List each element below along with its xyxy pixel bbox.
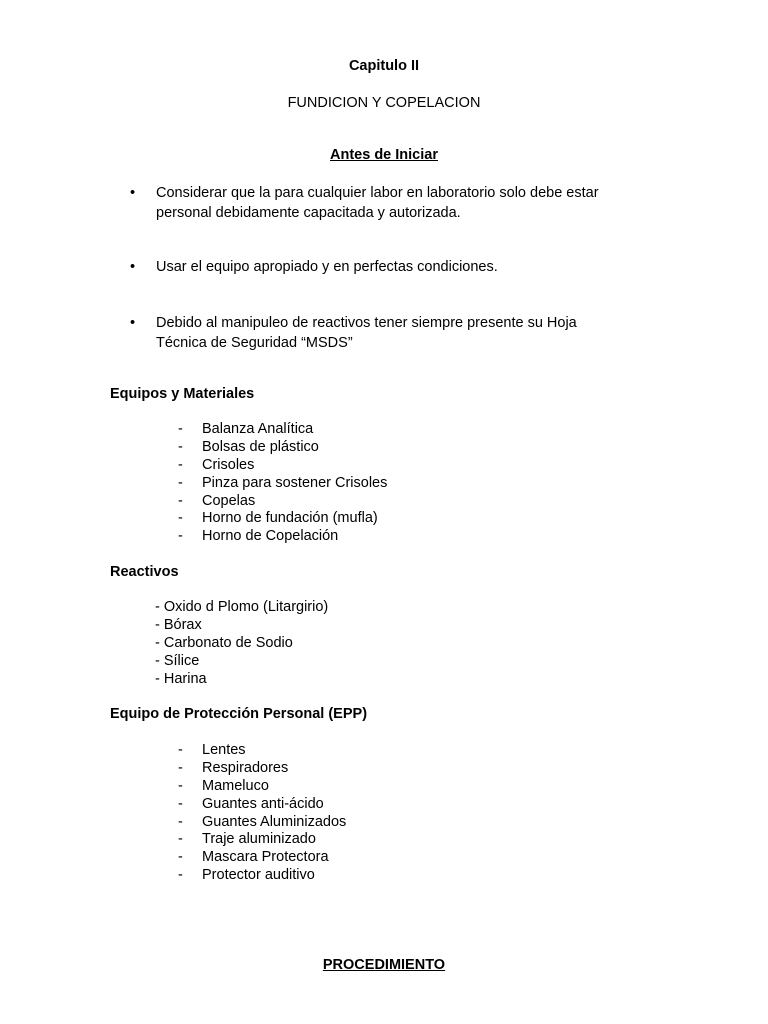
precaution-text-line: Técnica de Seguridad “MSDS”	[156, 335, 353, 351]
equipment-item: Horno de Copelación	[202, 528, 339, 545]
document-title: FUNDICION Y COPELACION	[287, 95, 481, 111]
dash-icon: -	[178, 456, 183, 473]
chapter-label: Capitulo II	[348, 58, 420, 74]
bullet-icon: •	[130, 185, 136, 201]
equipment-heading: Equipos y Materiales	[110, 386, 255, 402]
section-title-antes-de-iniciar: Antes de Iniciar	[330, 147, 438, 163]
ppe-item: Traje aluminizado	[202, 831, 316, 848]
dash-icon: -	[178, 759, 183, 776]
reagent-item: - Carbonato de Sodio	[155, 634, 293, 651]
ppe-item: Mameluco	[202, 777, 269, 794]
precaution-text-line: personal debidamente capacitada y autorizada.	[156, 205, 461, 221]
dash-icon: -	[178, 831, 183, 848]
reagent-item: - Bórax	[155, 616, 202, 633]
ppe-item: Guantes Aluminizados	[202, 813, 347, 830]
reagent-item: - Sílice	[155, 652, 200, 669]
dash-icon: -	[178, 492, 183, 509]
ppe-item: Lentes	[202, 742, 246, 758]
bullet-icon: •	[130, 259, 136, 275]
dash-icon: -	[178, 849, 183, 866]
reagents-heading: Reactivos	[110, 564, 179, 580]
ppe-item: Protector auditivo	[202, 867, 315, 884]
equipment-item: Copelas	[202, 492, 256, 509]
bullet-icon: •	[130, 315, 136, 331]
dash-icon: -	[178, 474, 183, 491]
dash-icon: -	[178, 795, 183, 812]
ppe-item: Mascara Protectora	[202, 849, 329, 866]
dash-icon: -	[178, 742, 183, 758]
dash-icon: -	[178, 777, 183, 794]
dash-icon: -	[178, 867, 183, 884]
equipment-item: Pinza para sostener Crisoles	[202, 474, 388, 491]
equipment-item: Crisoles	[202, 456, 255, 473]
ppe-item: Guantes anti-ácido	[202, 795, 324, 812]
precaution-text-line: Usar el equipo apropiado y en perfectas condiciones.	[156, 259, 498, 275]
equipment-item: Bolsas de plástico	[202, 438, 319, 455]
dash-icon: -	[178, 528, 183, 545]
ppe-item: Respiradores	[202, 759, 289, 776]
reagent-item: - Harina	[155, 670, 207, 687]
dash-icon: -	[178, 438, 183, 455]
precaution-text-line: Debido al manipuleo de reactivos tener siempre presente su Hoja	[156, 315, 577, 331]
reagent-item: - Oxido d Plomo (Litargirio)	[155, 599, 329, 615]
dash-icon: -	[178, 813, 183, 830]
ppe-heading: Equipo de Protección Personal (EPP)	[110, 706, 368, 722]
equipment-item: Horno de fundación (mufla)	[202, 510, 378, 527]
reagents-list	[155, 599, 328, 688]
dash-icon: -	[178, 421, 183, 437]
precaution-text-line: Considerar que la para cualquier labor en laboratorio solo debe estar	[156, 185, 599, 201]
dash-icon: -	[178, 510, 183, 527]
procedure-heading: PROCEDIMIENTO	[322, 957, 446, 973]
equipment-item: Balanza Analítica	[202, 421, 314, 437]
